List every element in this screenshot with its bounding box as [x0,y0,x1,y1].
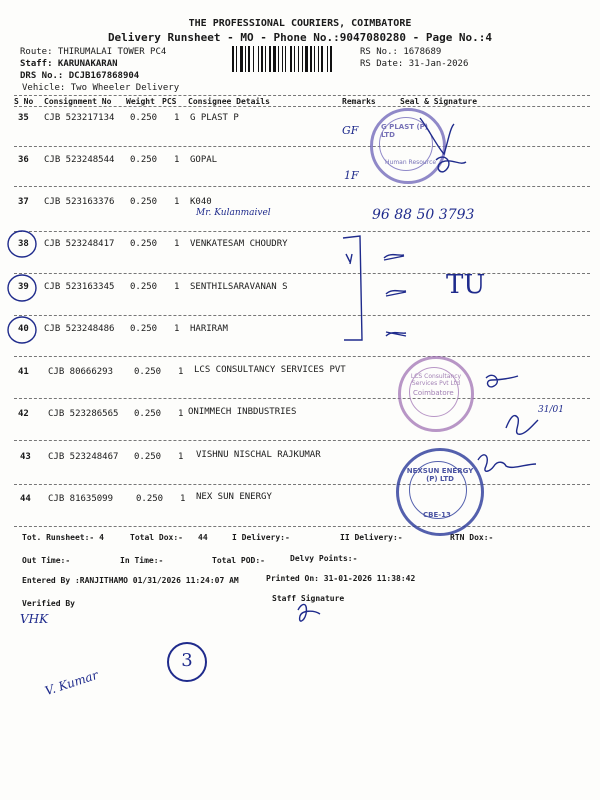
row-weight: 0.250 [130,239,158,249]
verified-by: Verified By [22,599,75,608]
vehicle-text: Vehicle: Two Wheeler Delivery [22,83,180,93]
row-weight: 0.250 [134,452,162,462]
row-consignment: CJB 523217134 [44,113,115,123]
row-pcs: 1 [180,494,186,504]
col-consignee: Consignee Details [188,97,270,106]
row-consignee: HARIRAM [190,324,228,334]
staff-signature-label: Staff Signature [272,594,345,603]
row-sno: 38 [18,239,29,249]
bottom-signature: V. Kumar [43,667,100,699]
staff-text: Staff: KARUNAKARAN [20,59,118,69]
row-consignee: NEX SUN ENERGY [196,492,272,502]
circled-number: 3 [167,642,207,682]
col-remarks: Remarks [342,97,376,106]
row-weight: 0.250 [130,324,158,334]
row-pcs: 1 [174,324,180,334]
total-pod: Total POD:- [212,556,265,565]
company-title: THE PROFESSIONAL COURIERS, COIMBATORE [188,18,412,29]
row-weight: 0.250 [130,197,158,207]
printed-on: Printed On: 31-01-2026 11:38:42 [266,574,416,583]
row-pcs: 1 [178,409,184,419]
row-consignee: GOPAL [190,155,218,165]
col-pcs: PCS [162,97,177,106]
note-37: Mr. Kulanmaivel [196,208,271,218]
row-consignment: CJB 523163376 [44,197,115,207]
col-consignment: Consignment No [44,97,112,106]
row-consignment: CJB 523163345 [44,282,115,292]
row-sno: 41 [18,367,29,377]
tick-38 [346,254,352,264]
row-pcs: 1 [178,452,184,462]
rtn-dox: RTN Dox:- [450,533,494,542]
row-weight: 0.250 [134,409,162,419]
ii-delivery: II Delivery:- [340,533,403,542]
row-sno: 42 [18,409,29,419]
row-sno: 39 [18,282,29,292]
row-weight: 0.250 [136,494,164,504]
row-weight: 0.250 [130,282,158,292]
row-consignee: G PLAST P [190,113,239,123]
row-pcs: 1 [174,197,180,207]
signature-42 [506,416,538,435]
row-consignment: CJB 523286565 [48,409,119,419]
bracket-mark [343,236,362,340]
sign-39: TU [446,270,486,300]
row-sno: 37 [18,197,29,207]
entered-by: Entered By :RANJITHAMO 01/31/2026 11:24:07 AM [22,576,239,585]
remark-35: GF [342,124,359,137]
dash-40 [386,332,406,336]
row-weight: 0.250 [130,113,158,123]
row-pcs: 1 [174,239,180,249]
row-consignee: K040 [190,197,212,207]
tot-runsheet: Tot. Runsheet:- 4 [22,533,104,542]
in-time: In Time:- [120,556,164,565]
delvy-points: Delvy Points:- [290,554,358,563]
nexsun-stamp: NEXSUN ENERGY (P) LTD CBE-13 [396,448,484,536]
col-weight: Weight [126,97,155,106]
gplast-stamp: G PLAST (P) LTD Human Resource [370,108,446,184]
rs-number: RS No.: 1678689 [360,47,442,57]
circle-row-40 [8,317,36,343]
signature-36 [436,157,466,172]
verified-initials: VHK [20,612,49,626]
signature-35 [420,118,454,154]
row-consignee: ONIMMECH INBDUSTRIES [188,407,297,417]
row-pcs: 1 [174,113,180,123]
rs-date: RS Date: 31-Jan-2026 [360,59,469,69]
out-time: Out Time:- [22,556,71,565]
row-consignment: CJB 523248417 [44,239,115,249]
signature-43 [478,455,536,471]
phone-37: 96 88 50 3793 [372,207,475,223]
remark-36: 1F [344,169,359,182]
total-dox-label: Total Dox:- [130,533,183,542]
row-sno: 44 [20,494,31,504]
row-sno: 35 [18,113,29,123]
row-pcs: 1 [174,282,180,292]
row-consignment: CJB 80666293 [48,367,114,377]
dash-39 [386,291,406,296]
dash-38 [384,255,404,260]
row-consignee: SENTHILSARAVANAN S [190,282,288,292]
row-consignment: CJB 81635099 [48,494,114,504]
circle-row-39 [8,275,36,301]
circle-row-38 [8,231,36,257]
row-pcs: 1 [174,155,180,165]
row-consignment: CJB 523248486 [44,324,115,334]
lcs-stamp: LCS Consultancy Services Pvt Ltd Coimbatore [398,356,474,432]
row-consignment: CJB 523248467 [48,452,119,462]
route-text: Route: THIRUMALAI TOWER PC4 [20,47,167,57]
col-sno: S No [14,97,34,106]
runsheet-title: Delivery Runsheet - MO - Phone No.:9047080280 - Page No.:4 [107,31,493,44]
signature-41 [486,375,518,387]
row-consignment: CJB 523248544 [44,155,115,165]
staff-sign-mark [298,604,320,621]
row-pcs: 1 [178,367,184,377]
date-42: 31/01 [538,405,564,415]
total-dox-value: 44 [198,533,208,542]
col-seal: Seal & Signature [400,97,478,106]
row-weight: 0.250 [134,367,162,377]
row-consignee: VISHNU NISCHAL RAJKUMAR [196,450,321,460]
i-delivery: I Delivery:- [232,533,290,542]
row-weight: 0.250 [130,155,158,165]
row-sno: 40 [18,324,29,334]
row-sno: 43 [20,452,31,462]
row-consignee: LCS CONSULTANCY SERVICES PVT [194,365,346,375]
row-consignee: VENKATESAM CHOUDRY [190,239,288,249]
row-sno: 36 [18,155,29,165]
drs-number: DRS No.: DCJB167868904 [20,71,140,81]
